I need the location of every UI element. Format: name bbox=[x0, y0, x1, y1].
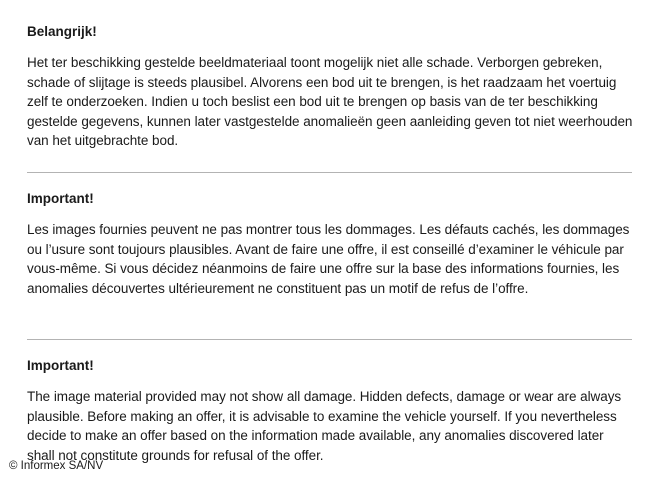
notice-body: Het ter beschikking gestelde beeldmateriaal toont mogelijk niet alle schade. Verborgen gebreken, schade of slijtage is steeds plausibel. Alvorens een bod uit te brengen, is het raadzaam het voertuig zelf te onderzoeken. Indien u toch beslist een bod uit te brengen op basis van de ter beschikking gestelde gegevens, kunnen later vastgestelde anomalieën geen aanleiding geven tot niet weerhouden van het uitgebrachte bod. bbox=[27, 55, 633, 149]
notice-body: The image material provided may not show all damage. Hidden defects, damage or wear are always plausible. Before making an offer, it is advisable to examine the vehicle yourself. If you nevertheless decide to make an offer based on the information made available, any anomalies discovered later shall not constitute grounds for refusal of the offer. bbox=[27, 389, 622, 463]
copyright-watermark: © Informex SA/NV bbox=[9, 460, 104, 472]
notice-dutch bbox=[27, 23, 633, 151]
notice-title: Belangrijk! bbox=[27, 24, 97, 39]
notice-body: Les images fournies peuvent ne pas montrer tous les dommages. Les défauts cachés, les dommages ou l’usure sont toujours plausibles. Avant de faire une offre, il est conseillé d’examiner le véhicule par vous-même. Si vous décidez néanmoins de faire une offre sur la base des informations fournies, les anomalies découvertes ultérieurement ne constituent pas un motif de refus de l’offre. bbox=[27, 222, 630, 296]
notice-title: Important! bbox=[27, 358, 94, 373]
notice-french bbox=[27, 190, 633, 298]
section-divider bbox=[27, 172, 632, 173]
section-divider bbox=[27, 339, 632, 340]
notice-title: Important! bbox=[27, 191, 94, 206]
notice-english bbox=[27, 357, 633, 465]
